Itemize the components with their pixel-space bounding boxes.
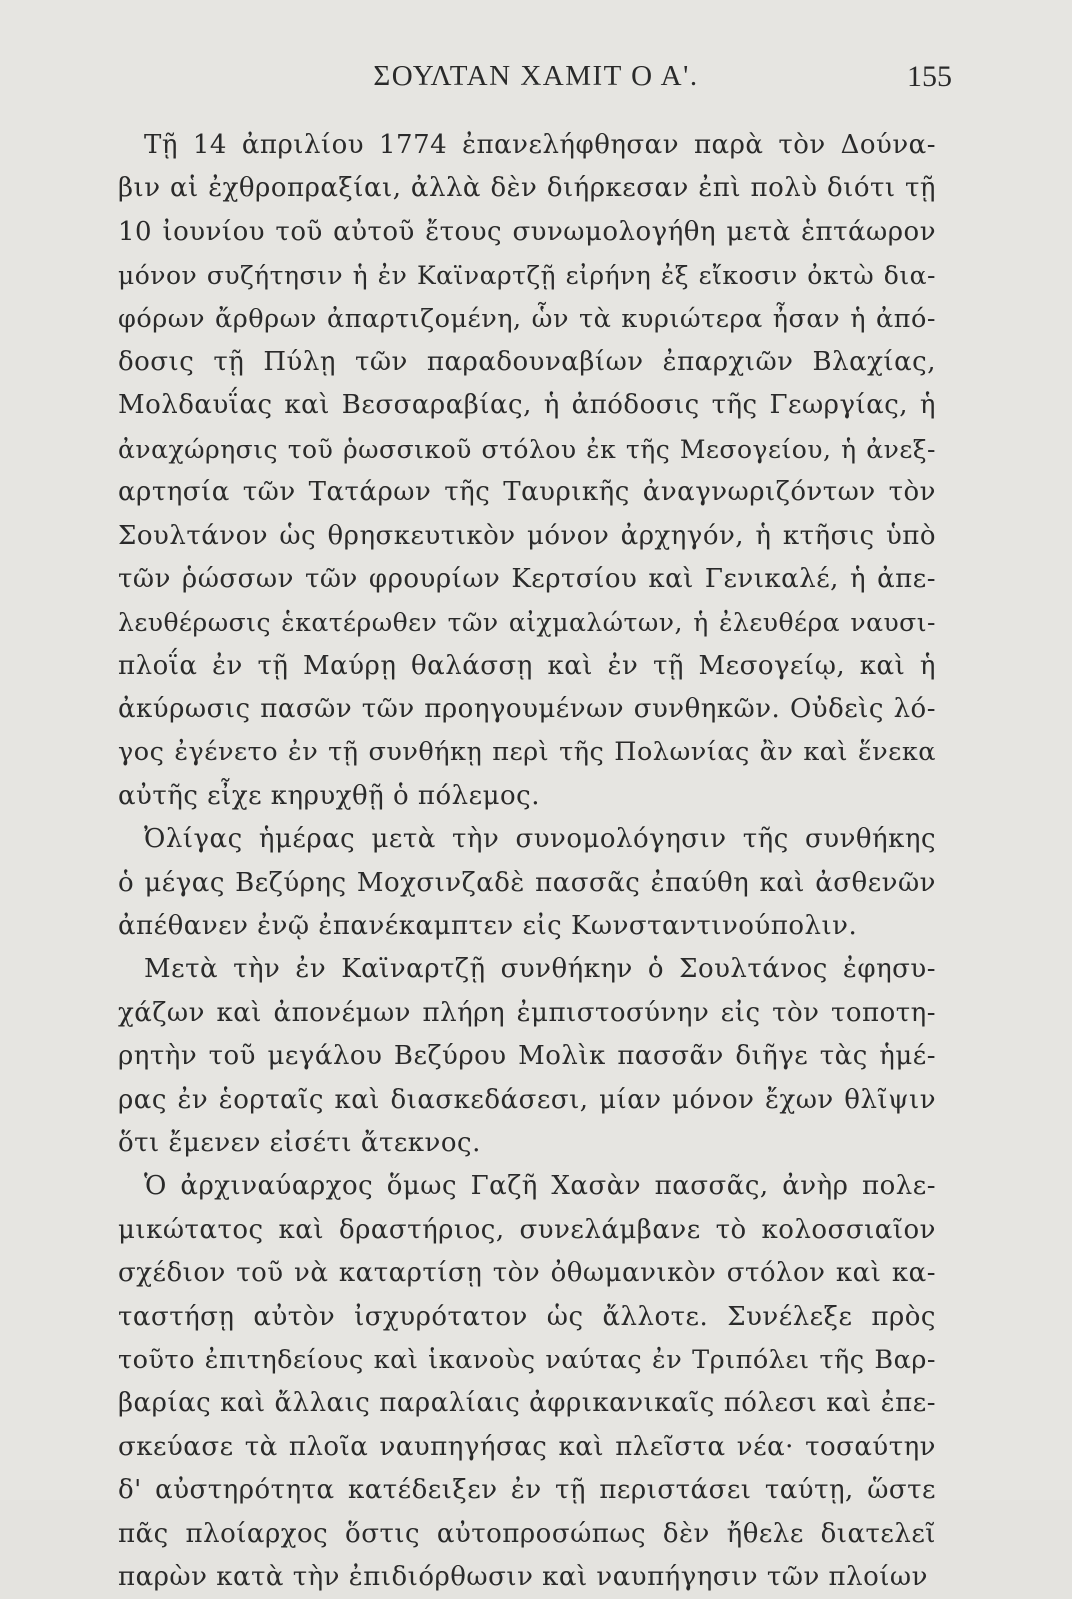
text-line: μόνον συζήτησιν ἡ ἐν Καϊναρτζῇ εἰρήνη ἐξ εἴκοσιν ὀκτὼ δια- [118, 261, 936, 291]
text-line: φόρων ἄρθρων ἀπαρτιζομένη, ὧν τὰ κυριώτερα ἦσαν ἡ ἀπό- [118, 303, 936, 334]
text-line: βιν αἱ ἐχθροπραξίαι, ἀλλὰ δὲν διήρκεσαν ἐπὶ πολὺ διότι τῇ [118, 173, 936, 204]
text-line: σκεύασε τὰ πλοῖα ναυπηγήσας καὶ πλεῖστα νέα· τοσαύτην [118, 1431, 936, 1462]
text-line: δοσις τῇ Πύλῃ τῶν παραδουναβίων ἐπαρχιῶν Βλαχίας, [118, 346, 936, 377]
text-line: χάζων καὶ ἀπονέμων πλήρη ἐμπιστοσύνην εἰς τὸν τοποτη- [118, 997, 936, 1028]
text-line: Ὁ ἀρχιναύαρχος ὅμως Γαζῆ Χασὰν πασσᾶς, ἀνὴρ πολε- [144, 1171, 936, 1202]
paragraph [118, 1165, 936, 1599]
text-line: λευθέρωσις ἑκατέρωθεν τῶν αἰχμαλώτων, ἡ ἐλευθέρα ναυσι- [118, 608, 936, 638]
text-line: γος ἐγένετο ἐν τῇ συνθήκῃ περὶ τῆς Πολωνίας ἂν καὶ ἕνεκα [118, 737, 936, 768]
text-line: ὁ μέγας Βεζύρης Μοχσινζαδὲ πασσᾶς ἐπαύθη καὶ ἀσθενῶν [118, 867, 936, 898]
text-line: δ' αὐστηρότητα κατέδειξεν ἐν τῇ περιστάσει ταύτῃ, ὥστε [118, 1475, 936, 1506]
text-line: Μετὰ τὴν ἐν Καϊναρτζῇ συνθήκην ὁ Σουλτάνος ἐφησυ- [144, 954, 936, 985]
body-text [118, 124, 936, 1599]
text-line: πλοΐα ἐν τῇ Μαύρῃ θαλάσσῃ καὶ ἐν τῇ Μεσογείῳ, καὶ ἡ [118, 650, 936, 681]
text-line: Τῇ 14 ἀπριλίου 1774 ἐπανελήφθησαν παρὰ τὸν Δούνα- [144, 130, 936, 160]
text-line: ρητὴν τοῦ μεγάλου Βεζύρου Μολὶκ πασσᾶν διῆγε τὰς ἡμέ- [118, 1041, 936, 1072]
text-line: ὅτι ἔμενεν εἰσέτι ἄτεκνος. [118, 1127, 481, 1158]
text-line: παρὼν κατὰ τὴν ἐπιδιόρθωσιν καὶ ναυπήγησιν τῶν πλοίων [118, 1561, 928, 1592]
text-line: Μολδαυΐας καὶ Βεσσαραβίας, ἡ ἀπόδοσις τῆς Γεωργίας, ἡ [118, 390, 936, 421]
text-line: βαρίας καὶ ἄλλαις παραλίαις ἀφρικανικαῖς πόλεσι καὶ ἐπε- [118, 1388, 936, 1419]
text-line: Σουλτάνον ὡς θρησκευτικὸν μόνον ἀρχηγόν, ἡ κτῆσις ὑπὸ [118, 520, 936, 551]
text-line: αὐτῆς εἶχε κηρυχθῇ ὁ πόλεμος. [118, 780, 540, 811]
page-number: 155 [907, 60, 952, 93]
text-line: αρτησία τῶν Τατάρων τῆς Ταυρικῆς ἀναγνωριζόντων τὸν [118, 477, 936, 508]
text-line: πᾶς πλοίαρχος ὅστις αὐτοπροσώπως δὲν ἤθελε διατελεῖ [118, 1518, 936, 1549]
text-line: ἀκύρωσις πασῶν τῶν προηγουμένων συνθηκῶν. Οὐδεὶς λό- [118, 694, 936, 725]
text-line: τῶν ῥώσσων τῶν φρουρίων Κερτσίου καὶ Γενικαλέ, ἡ ἀπε- [118, 563, 936, 594]
page-header [120, 60, 952, 100]
paragraph [118, 124, 936, 818]
running-title: ΣΟΥΛΤΑΝ ΧΑΜΙΤ Ο Α'. [373, 60, 699, 92]
text-line: ἀναχώρησις τοῦ ῥωσσικοῦ στόλου ἐκ τῆς Μεσογείου, ἡ ἀνεξ- [118, 434, 936, 464]
text-line: ἀπέθανεν ἐνῷ ἐπανέκαμπτεν εἰς Κωνσταντινούπολιν. [118, 911, 858, 942]
text-line: σχέδιον τοῦ νὰ καταρτίσῃ τὸν ὀθωμανικὸν στόλον καὶ κα- [118, 1258, 936, 1289]
text-line: ρας ἐν ἑορταῖς καὶ διασκεδάσεσι, μίαν μόνον ἔχων θλῖψιν [118, 1084, 936, 1115]
text-line: ταστήσῃ αὐτὸν ἰσχυρότατον ὡς ἄλλοτε. Συνέλεξε πρὸς [118, 1301, 936, 1332]
text-line: Ὀλίγας ἡμέρας μετὰ τὴν συνομολόγησιν τῆς συνθήκης [144, 824, 936, 855]
paragraph [118, 818, 936, 948]
text-line: τοῦτο ἐπιτηδείους καὶ ἱκανοὺς ναύτας ἐν Τριπόλει τῆς Βαρ- [118, 1344, 936, 1375]
paragraph [118, 948, 936, 1165]
text-line: 10 ἰουνίου τοῦ αὐτοῦ ἔτους συνωμολογήθη μετὰ ἑπτάωρον [118, 216, 936, 247]
text-line: μικώτατος καὶ δραστήριος, συνελάμβανε τὸ κολοσσιαῖον [118, 1214, 936, 1245]
